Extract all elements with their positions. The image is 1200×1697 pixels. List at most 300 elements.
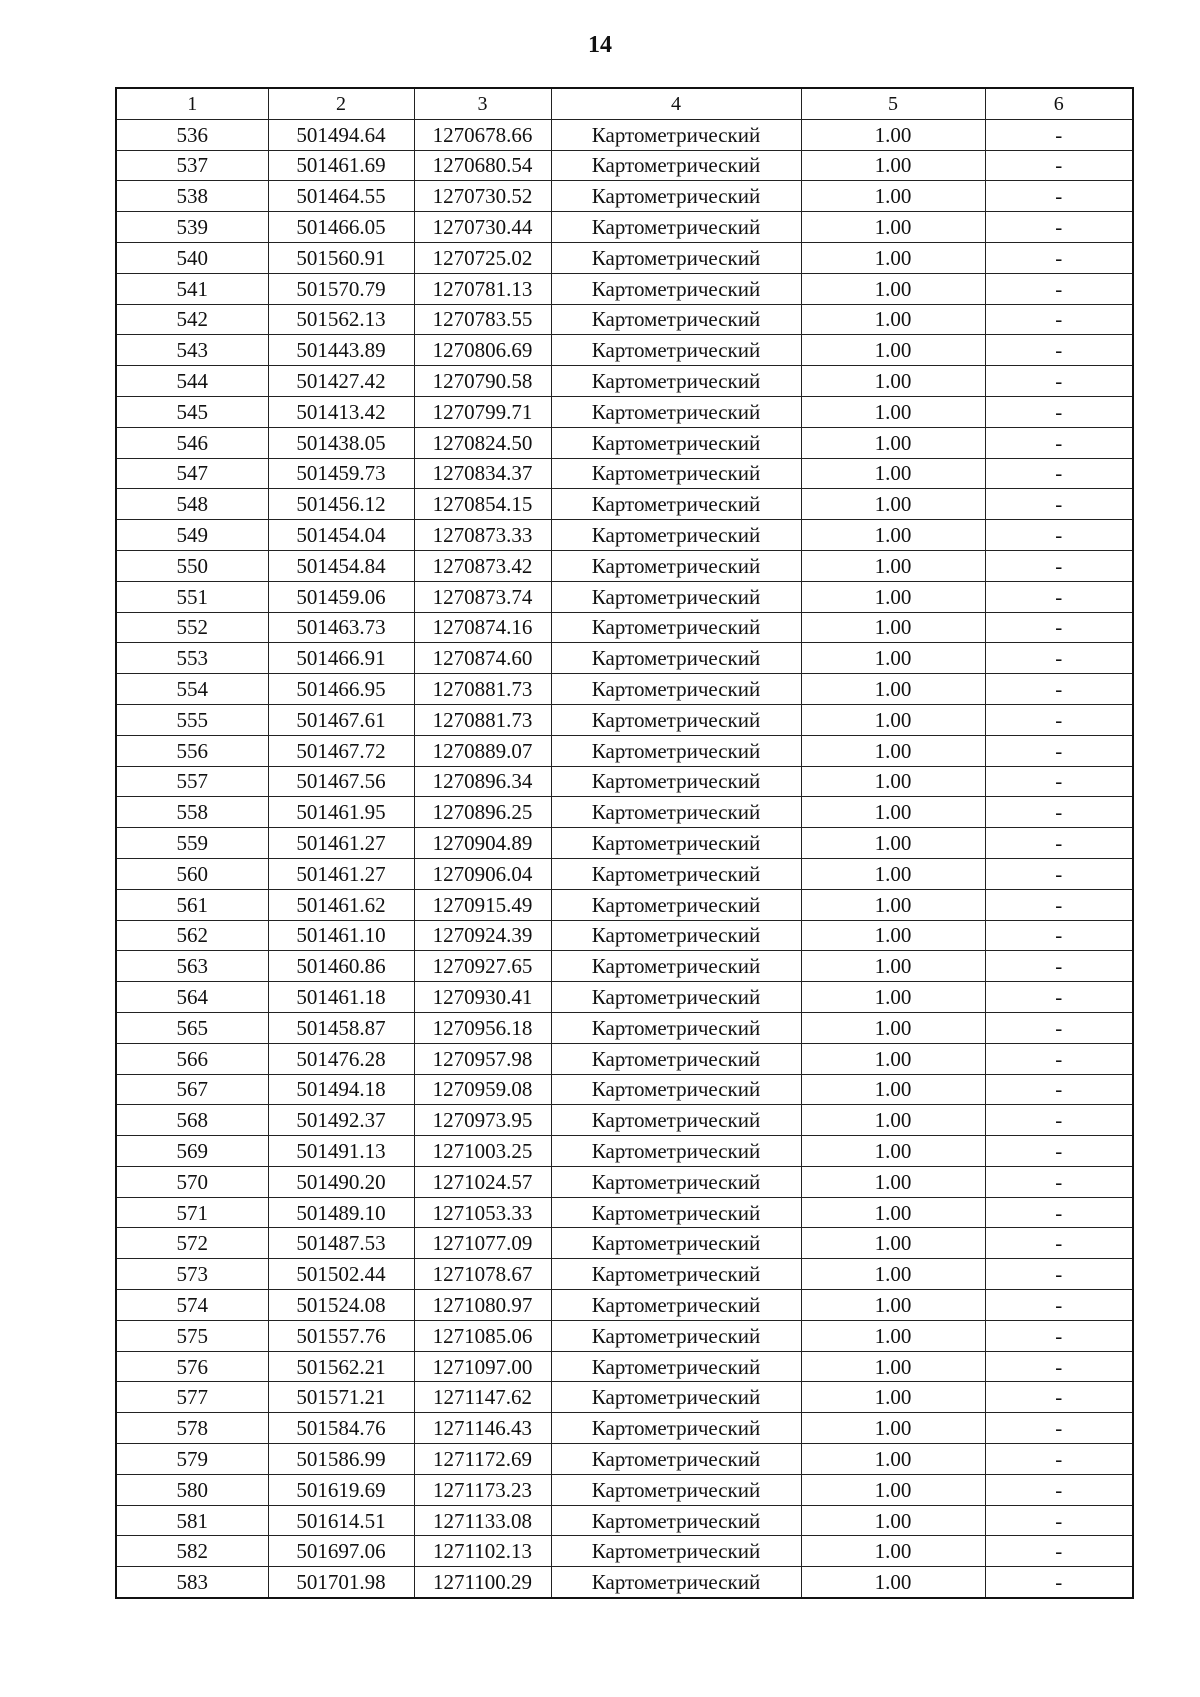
- column-header: 3: [414, 88, 551, 119]
- point-number-cell: 566: [116, 1043, 268, 1074]
- accuracy-cell: 1.00: [801, 951, 985, 982]
- method-cell: Картометрический: [551, 1136, 801, 1167]
- method-cell: Картометрический: [551, 396, 801, 427]
- note-cell: -: [985, 1444, 1133, 1475]
- method-cell: Картометрический: [551, 1505, 801, 1536]
- point-number-cell: 575: [116, 1320, 268, 1351]
- method-cell: Картометрический: [551, 150, 801, 181]
- accuracy-cell: 1.00: [801, 212, 985, 243]
- y-coordinate-cell: 1270889.07: [414, 735, 551, 766]
- method-cell: Картометрический: [551, 982, 801, 1013]
- accuracy-cell: 1.00: [801, 1444, 985, 1475]
- point-number-cell: 553: [116, 643, 268, 674]
- y-coordinate-cell: 1270799.71: [414, 396, 551, 427]
- point-number-cell: 582: [116, 1536, 268, 1567]
- column-header: 2: [268, 88, 414, 119]
- note-cell: -: [985, 550, 1133, 581]
- table-row: [116, 212, 1133, 243]
- note-cell: -: [985, 1505, 1133, 1536]
- point-number-cell: 550: [116, 550, 268, 581]
- table-row: [116, 1074, 1133, 1105]
- point-number-cell: 572: [116, 1228, 268, 1259]
- point-number-cell: 568: [116, 1105, 268, 1136]
- table-row: [116, 1012, 1133, 1043]
- point-number-cell: 560: [116, 858, 268, 889]
- y-coordinate-cell: 1271173.23: [414, 1474, 551, 1505]
- note-cell: -: [985, 427, 1133, 458]
- accuracy-cell: 1.00: [801, 119, 985, 150]
- accuracy-cell: 1.00: [801, 1505, 985, 1536]
- table-row: [116, 458, 1133, 489]
- method-cell: Картометрический: [551, 550, 801, 581]
- point-number-cell: 536: [116, 119, 268, 150]
- point-number-cell: 579: [116, 1444, 268, 1475]
- accuracy-cell: 1.00: [801, 1567, 985, 1598]
- point-number-cell: 552: [116, 612, 268, 643]
- y-coordinate-cell: 1271024.57: [414, 1166, 551, 1197]
- x-coordinate-cell: 501459.73: [268, 458, 414, 489]
- x-coordinate-cell: 501467.72: [268, 735, 414, 766]
- note-cell: -: [985, 304, 1133, 335]
- accuracy-cell: 1.00: [801, 304, 985, 335]
- x-coordinate-cell: 501460.86: [268, 951, 414, 982]
- table-row: [116, 1536, 1133, 1567]
- table-row: [116, 150, 1133, 181]
- note-cell: -: [985, 1351, 1133, 1382]
- table-row: [116, 520, 1133, 551]
- accuracy-cell: 1.00: [801, 1136, 985, 1167]
- accuracy-cell: 1.00: [801, 735, 985, 766]
- point-number-cell: 578: [116, 1413, 268, 1444]
- note-cell: -: [985, 489, 1133, 520]
- x-coordinate-cell: 501524.08: [268, 1290, 414, 1321]
- point-number-cell: 548: [116, 489, 268, 520]
- table-row: [116, 1259, 1133, 1290]
- table-row: [116, 1474, 1133, 1505]
- y-coordinate-cell: 1271003.25: [414, 1136, 551, 1167]
- accuracy-cell: 1.00: [801, 858, 985, 889]
- accuracy-cell: 1.00: [801, 1259, 985, 1290]
- accuracy-cell: 1.00: [801, 828, 985, 859]
- accuracy-cell: 1.00: [801, 704, 985, 735]
- note-cell: -: [985, 858, 1133, 889]
- table-row: [116, 643, 1133, 674]
- table-row: [116, 674, 1133, 705]
- x-coordinate-cell: 501461.18: [268, 982, 414, 1013]
- table-row: [116, 951, 1133, 982]
- y-coordinate-cell: 1270781.13: [414, 273, 551, 304]
- table-row: [116, 1413, 1133, 1444]
- y-coordinate-cell: 1270957.98: [414, 1043, 551, 1074]
- table-row: [116, 858, 1133, 889]
- table-row: [116, 1382, 1133, 1413]
- table-row: [116, 612, 1133, 643]
- table-body: [116, 119, 1133, 1598]
- accuracy-cell: 1.00: [801, 427, 985, 458]
- table-row: [116, 581, 1133, 612]
- note-cell: -: [985, 181, 1133, 212]
- x-coordinate-cell: 501487.53: [268, 1228, 414, 1259]
- y-coordinate-cell: 1270906.04: [414, 858, 551, 889]
- coordinates-table: [115, 87, 1134, 1599]
- y-coordinate-cell: 1270824.50: [414, 427, 551, 458]
- x-coordinate-cell: 501464.55: [268, 181, 414, 212]
- y-coordinate-cell: 1270973.95: [414, 1105, 551, 1136]
- accuracy-cell: 1.00: [801, 581, 985, 612]
- method-cell: Картометрический: [551, 951, 801, 982]
- point-number-cell: 556: [116, 735, 268, 766]
- accuracy-cell: 1.00: [801, 982, 985, 1013]
- method-cell: Картометрический: [551, 458, 801, 489]
- method-cell: Картометрический: [551, 674, 801, 705]
- method-cell: Картометрический: [551, 1351, 801, 1382]
- accuracy-cell: 1.00: [801, 150, 985, 181]
- y-coordinate-cell: 1270790.58: [414, 366, 551, 397]
- x-coordinate-cell: 501586.99: [268, 1444, 414, 1475]
- x-coordinate-cell: 501467.56: [268, 766, 414, 797]
- x-coordinate-cell: 501571.21: [268, 1382, 414, 1413]
- y-coordinate-cell: 1271133.08: [414, 1505, 551, 1536]
- y-coordinate-cell: 1270927.65: [414, 951, 551, 982]
- note-cell: -: [985, 643, 1133, 674]
- column-header: 6: [985, 88, 1133, 119]
- point-number-cell: 562: [116, 920, 268, 951]
- note-cell: -: [985, 396, 1133, 427]
- y-coordinate-cell: 1270930.41: [414, 982, 551, 1013]
- method-cell: Картометрический: [551, 520, 801, 551]
- table-row: [116, 242, 1133, 273]
- table-row: [116, 1567, 1133, 1598]
- accuracy-cell: 1.00: [801, 1228, 985, 1259]
- y-coordinate-cell: 1270730.52: [414, 181, 551, 212]
- column-header: 1: [116, 88, 268, 119]
- note-cell: -: [985, 242, 1133, 273]
- method-cell: Картометрический: [551, 643, 801, 674]
- method-cell: Картометрический: [551, 766, 801, 797]
- y-coordinate-cell: 1270730.44: [414, 212, 551, 243]
- point-number-cell: 547: [116, 458, 268, 489]
- point-number-cell: 559: [116, 828, 268, 859]
- x-coordinate-cell: 501466.91: [268, 643, 414, 674]
- method-cell: Картометрический: [551, 889, 801, 920]
- method-cell: Картометрический: [551, 1413, 801, 1444]
- note-cell: -: [985, 1012, 1133, 1043]
- accuracy-cell: 1.00: [801, 1382, 985, 1413]
- note-cell: -: [985, 1043, 1133, 1074]
- note-cell: -: [985, 704, 1133, 735]
- x-coordinate-cell: 501461.62: [268, 889, 414, 920]
- method-cell: Картометрический: [551, 704, 801, 735]
- accuracy-cell: 1.00: [801, 550, 985, 581]
- point-number-cell: 545: [116, 396, 268, 427]
- table-row: [116, 766, 1133, 797]
- method-cell: Картометрический: [551, 1012, 801, 1043]
- table-row: [116, 427, 1133, 458]
- accuracy-cell: 1.00: [801, 1320, 985, 1351]
- accuracy-cell: 1.00: [801, 520, 985, 551]
- method-cell: Картометрический: [551, 858, 801, 889]
- method-cell: Картометрический: [551, 1259, 801, 1290]
- table-row: [116, 304, 1133, 335]
- method-cell: Картометрический: [551, 1444, 801, 1475]
- x-coordinate-cell: 501459.06: [268, 581, 414, 612]
- point-number-cell: 557: [116, 766, 268, 797]
- point-number-cell: 576: [116, 1351, 268, 1382]
- x-coordinate-cell: 501562.13: [268, 304, 414, 335]
- y-coordinate-cell: 1270678.66: [414, 119, 551, 150]
- accuracy-cell: 1.00: [801, 1197, 985, 1228]
- x-coordinate-cell: 501584.76: [268, 1413, 414, 1444]
- point-number-cell: 544: [116, 366, 268, 397]
- note-cell: -: [985, 1290, 1133, 1321]
- y-coordinate-cell: 1270881.73: [414, 704, 551, 735]
- note-cell: -: [985, 1413, 1133, 1444]
- table-row: [116, 1105, 1133, 1136]
- point-number-cell: 580: [116, 1474, 268, 1505]
- accuracy-cell: 1.00: [801, 1043, 985, 1074]
- note-cell: -: [985, 366, 1133, 397]
- column-header: 5: [801, 88, 985, 119]
- y-coordinate-cell: 1270874.60: [414, 643, 551, 674]
- method-cell: Картометрический: [551, 1382, 801, 1413]
- point-number-cell: 561: [116, 889, 268, 920]
- y-coordinate-cell: 1270924.39: [414, 920, 551, 951]
- x-coordinate-cell: 501494.18: [268, 1074, 414, 1105]
- table-row: [116, 550, 1133, 581]
- y-coordinate-cell: 1270956.18: [414, 1012, 551, 1043]
- method-cell: Картометрический: [551, 797, 801, 828]
- method-cell: Картометрический: [551, 1290, 801, 1321]
- y-coordinate-cell: 1271097.00: [414, 1351, 551, 1382]
- accuracy-cell: 1.00: [801, 612, 985, 643]
- point-number-cell: 555: [116, 704, 268, 735]
- x-coordinate-cell: 501443.89: [268, 335, 414, 366]
- note-cell: -: [985, 1474, 1133, 1505]
- table-row: [116, 1351, 1133, 1382]
- table-row: [116, 119, 1133, 150]
- accuracy-cell: 1.00: [801, 674, 985, 705]
- point-number-cell: 565: [116, 1012, 268, 1043]
- table-row: [116, 1136, 1133, 1167]
- accuracy-cell: 1.00: [801, 797, 985, 828]
- note-cell: -: [985, 674, 1133, 705]
- note-cell: -: [985, 982, 1133, 1013]
- accuracy-cell: 1.00: [801, 1351, 985, 1382]
- note-cell: -: [985, 1567, 1133, 1598]
- table-row: [116, 1444, 1133, 1475]
- point-number-cell: 567: [116, 1074, 268, 1105]
- method-cell: Картометрический: [551, 735, 801, 766]
- x-coordinate-cell: 501466.05: [268, 212, 414, 243]
- note-cell: -: [985, 1382, 1133, 1413]
- method-cell: Картометрический: [551, 1536, 801, 1567]
- column-header: 4: [551, 88, 801, 119]
- note-cell: -: [985, 119, 1133, 150]
- point-number-cell: 539: [116, 212, 268, 243]
- method-cell: Картометрический: [551, 366, 801, 397]
- accuracy-cell: 1.00: [801, 458, 985, 489]
- y-coordinate-cell: 1270725.02: [414, 242, 551, 273]
- note-cell: -: [985, 150, 1133, 181]
- table-row: [116, 1290, 1133, 1321]
- x-coordinate-cell: 501466.95: [268, 674, 414, 705]
- point-number-cell: 537: [116, 150, 268, 181]
- accuracy-cell: 1.00: [801, 1074, 985, 1105]
- table-header-row: [116, 88, 1133, 119]
- y-coordinate-cell: 1270873.42: [414, 550, 551, 581]
- x-coordinate-cell: 501491.13: [268, 1136, 414, 1167]
- point-number-cell: 538: [116, 181, 268, 212]
- method-cell: Картометрический: [551, 1105, 801, 1136]
- table-row: [116, 335, 1133, 366]
- point-number-cell: 549: [116, 520, 268, 551]
- x-coordinate-cell: 501454.84: [268, 550, 414, 581]
- table-row: [116, 797, 1133, 828]
- accuracy-cell: 1.00: [801, 335, 985, 366]
- note-cell: -: [985, 458, 1133, 489]
- note-cell: -: [985, 1320, 1133, 1351]
- table-row: [116, 920, 1133, 951]
- table-row: [116, 1320, 1133, 1351]
- method-cell: Картометрический: [551, 212, 801, 243]
- method-cell: Картометрический: [551, 489, 801, 520]
- x-coordinate-cell: 501456.12: [268, 489, 414, 520]
- note-cell: -: [985, 1105, 1133, 1136]
- note-cell: -: [985, 1536, 1133, 1567]
- accuracy-cell: 1.00: [801, 1536, 985, 1567]
- x-coordinate-cell: 501467.61: [268, 704, 414, 735]
- y-coordinate-cell: 1270959.08: [414, 1074, 551, 1105]
- x-coordinate-cell: 501476.28: [268, 1043, 414, 1074]
- table-row: [116, 1043, 1133, 1074]
- note-cell: -: [985, 581, 1133, 612]
- x-coordinate-cell: 501458.87: [268, 1012, 414, 1043]
- y-coordinate-cell: 1271078.67: [414, 1259, 551, 1290]
- note-cell: -: [985, 766, 1133, 797]
- note-cell: -: [985, 212, 1133, 243]
- y-coordinate-cell: 1270680.54: [414, 150, 551, 181]
- y-coordinate-cell: 1270854.15: [414, 489, 551, 520]
- note-cell: -: [985, 951, 1133, 982]
- note-cell: -: [985, 1197, 1133, 1228]
- x-coordinate-cell: 501697.06: [268, 1536, 414, 1567]
- point-number-cell: 546: [116, 427, 268, 458]
- method-cell: Картометрический: [551, 1320, 801, 1351]
- y-coordinate-cell: 1271102.13: [414, 1536, 551, 1567]
- x-coordinate-cell: 501461.27: [268, 828, 414, 859]
- table-row: [116, 489, 1133, 520]
- y-coordinate-cell: 1270896.34: [414, 766, 551, 797]
- method-cell: Картометрический: [551, 1074, 801, 1105]
- method-cell: Картометрический: [551, 1197, 801, 1228]
- table-row: [116, 1166, 1133, 1197]
- table-row: [116, 396, 1133, 427]
- point-number-cell: 543: [116, 335, 268, 366]
- method-cell: Картометрический: [551, 304, 801, 335]
- note-cell: -: [985, 335, 1133, 366]
- method-cell: Картометрический: [551, 1474, 801, 1505]
- table-row: [116, 982, 1133, 1013]
- point-number-cell: 573: [116, 1259, 268, 1290]
- x-coordinate-cell: 501494.64: [268, 119, 414, 150]
- accuracy-cell: 1.00: [801, 1105, 985, 1136]
- method-cell: Картометрический: [551, 1166, 801, 1197]
- note-cell: -: [985, 1136, 1133, 1167]
- point-number-cell: 558: [116, 797, 268, 828]
- point-number-cell: 551: [116, 581, 268, 612]
- point-number-cell: 554: [116, 674, 268, 705]
- accuracy-cell: 1.00: [801, 273, 985, 304]
- point-number-cell: 583: [116, 1567, 268, 1598]
- accuracy-cell: 1.00: [801, 366, 985, 397]
- method-cell: Картометрический: [551, 1228, 801, 1259]
- x-coordinate-cell: 501427.42: [268, 366, 414, 397]
- accuracy-cell: 1.00: [801, 1413, 985, 1444]
- point-number-cell: 574: [116, 1290, 268, 1321]
- y-coordinate-cell: 1271080.97: [414, 1290, 551, 1321]
- note-cell: -: [985, 735, 1133, 766]
- note-cell: -: [985, 612, 1133, 643]
- method-cell: Картометрический: [551, 181, 801, 212]
- y-coordinate-cell: 1271147.62: [414, 1382, 551, 1413]
- point-number-cell: 564: [116, 982, 268, 1013]
- y-coordinate-cell: 1271077.09: [414, 1228, 551, 1259]
- y-coordinate-cell: 1270873.33: [414, 520, 551, 551]
- table-row: [116, 181, 1133, 212]
- point-number-cell: 570: [116, 1166, 268, 1197]
- note-cell: -: [985, 797, 1133, 828]
- point-number-cell: 563: [116, 951, 268, 982]
- y-coordinate-cell: 1271172.69: [414, 1444, 551, 1475]
- table-row: [116, 828, 1133, 859]
- accuracy-cell: 1.00: [801, 1290, 985, 1321]
- x-coordinate-cell: 501701.98: [268, 1567, 414, 1598]
- x-coordinate-cell: 501557.76: [268, 1320, 414, 1351]
- y-coordinate-cell: 1270873.74: [414, 581, 551, 612]
- table-row: [116, 1228, 1133, 1259]
- x-coordinate-cell: 501461.10: [268, 920, 414, 951]
- method-cell: Картометрический: [551, 119, 801, 150]
- table-row: [116, 735, 1133, 766]
- method-cell: Картометрический: [551, 273, 801, 304]
- table-row: [116, 366, 1133, 397]
- accuracy-cell: 1.00: [801, 766, 985, 797]
- note-cell: -: [985, 1259, 1133, 1290]
- note-cell: -: [985, 1074, 1133, 1105]
- y-coordinate-cell: 1271085.06: [414, 1320, 551, 1351]
- y-coordinate-cell: 1271053.33: [414, 1197, 551, 1228]
- y-coordinate-cell: 1270881.73: [414, 674, 551, 705]
- accuracy-cell: 1.00: [801, 1012, 985, 1043]
- x-coordinate-cell: 501492.37: [268, 1105, 414, 1136]
- x-coordinate-cell: 501461.27: [268, 858, 414, 889]
- accuracy-cell: 1.00: [801, 1166, 985, 1197]
- table-row: [116, 704, 1133, 735]
- note-cell: -: [985, 920, 1133, 951]
- y-coordinate-cell: 1270806.69: [414, 335, 551, 366]
- method-cell: Картометрический: [551, 335, 801, 366]
- method-cell: Картометрический: [551, 581, 801, 612]
- y-coordinate-cell: 1271100.29: [414, 1567, 551, 1598]
- method-cell: Картометрический: [551, 1043, 801, 1074]
- table-row: [116, 273, 1133, 304]
- x-coordinate-cell: 501413.42: [268, 396, 414, 427]
- x-coordinate-cell: 501562.21: [268, 1351, 414, 1382]
- table-row: [116, 1197, 1133, 1228]
- y-coordinate-cell: 1270834.37: [414, 458, 551, 489]
- method-cell: Картометрический: [551, 612, 801, 643]
- note-cell: -: [985, 273, 1133, 304]
